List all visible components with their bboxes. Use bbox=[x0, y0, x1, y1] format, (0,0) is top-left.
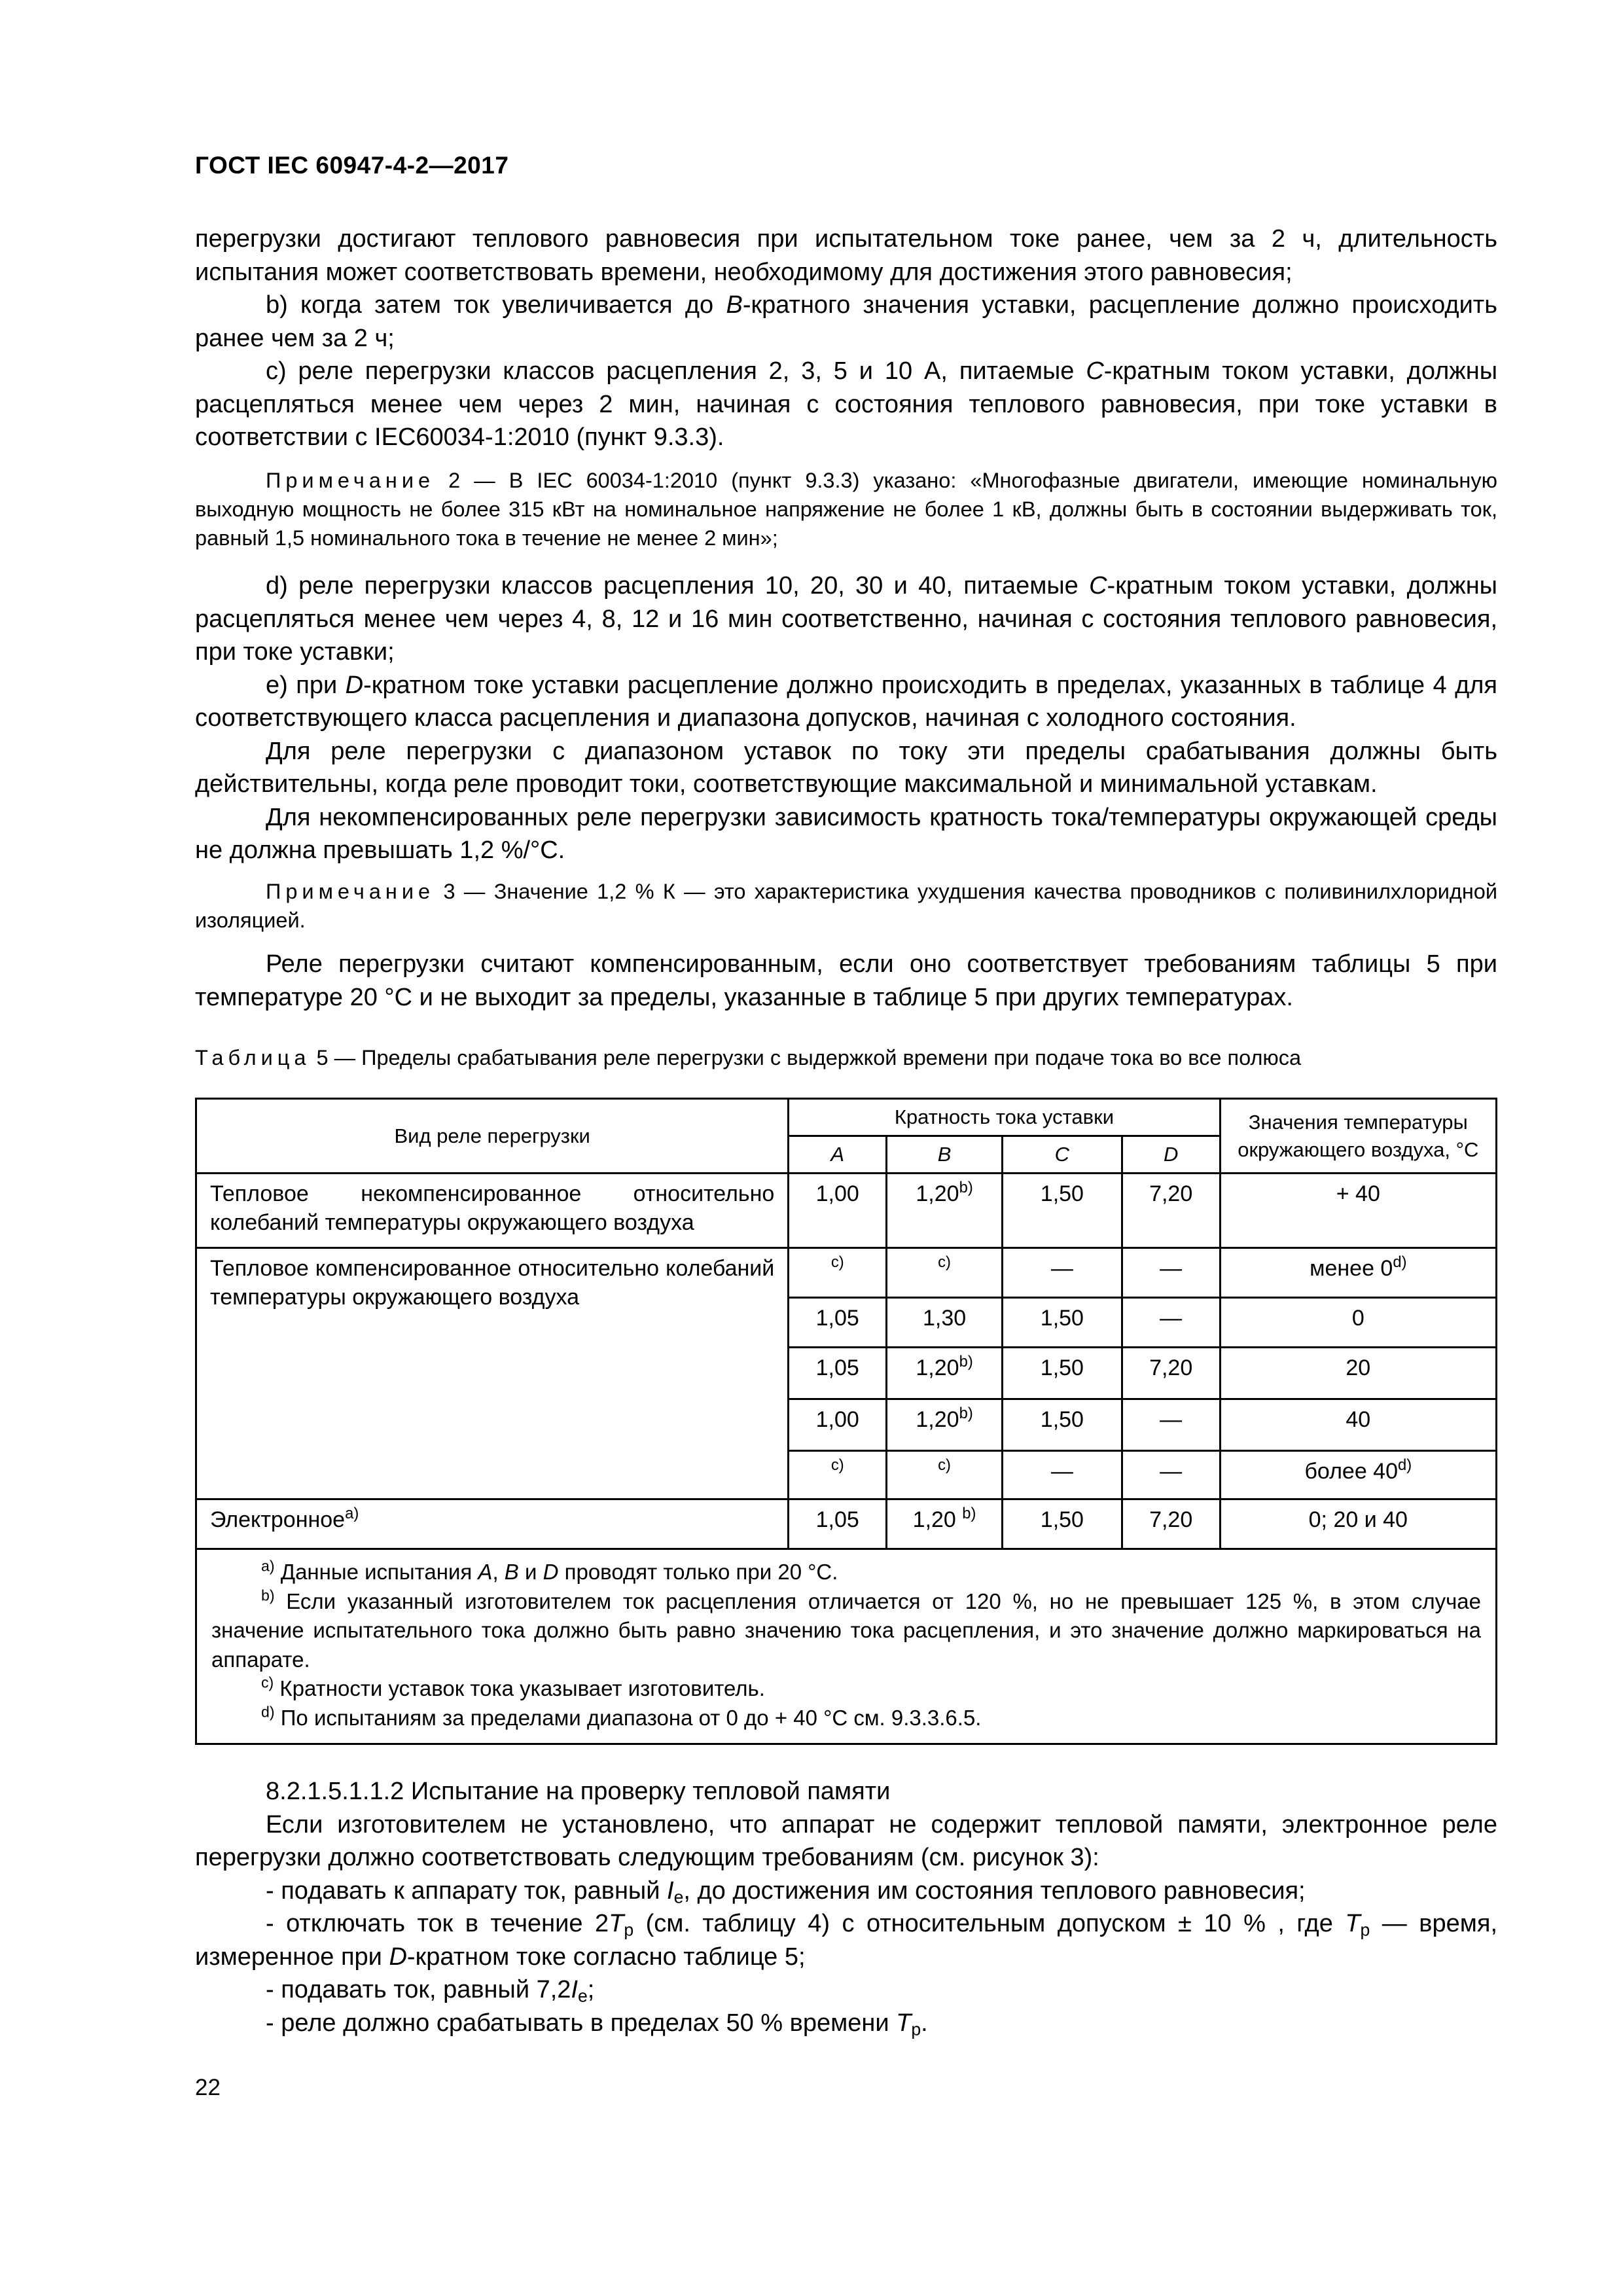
list-item: - подавать к аппарату ток, равный $I_e$, до достижения им состояния теплового равновесия; bbox=[266, 1876, 1306, 1907]
cell-d: — bbox=[1122, 1451, 1220, 1499]
page-number: 22 bbox=[195, 2075, 221, 2100]
cell-d: 7,20 bbox=[1122, 1499, 1220, 1549]
header-b: B bbox=[887, 1136, 1003, 1174]
table-caption bbox=[195, 1043, 1497, 1072]
note-text: 2 — В IEC 60034-1:2010 (пункт 9.3.3) указано: «Многофазные двигатели, имеющие номинальную выходную мощность не более 315 кВт на номинальное напряжение не более 1 кВ, должны быть в состоянии выдерживать ток, равный 1,5 номинального тока в течение не менее 2 мин»; bbox=[195, 469, 1497, 550]
table-footnotes bbox=[196, 1549, 1497, 1744]
section-thermal-memory bbox=[195, 1775, 1497, 2039]
cell-temp: 20 bbox=[1220, 1348, 1496, 1399]
cell-temp: + 40 bbox=[1220, 1174, 1496, 1248]
header-temperature: Значения температуры окружающего воздуха, °C bbox=[1220, 1099, 1496, 1174]
section-heading: 8.2.1.5.1.1.2 Испытание на проверку тепловой памяти bbox=[266, 1778, 891, 1805]
cell-d: 7,20 bbox=[1122, 1174, 1220, 1248]
note-label: Примечание bbox=[266, 880, 435, 903]
cell-b: 1,20$^{b)}$ bbox=[887, 1399, 1003, 1451]
cell-a: 1,05 bbox=[789, 1499, 887, 1549]
cell-c: 1,50 bbox=[1003, 1499, 1122, 1549]
cell-b: c) bbox=[887, 1248, 1003, 1298]
note-2 bbox=[195, 466, 1497, 552]
document-header: ГОСТ IEC 60947-4-2—2017 bbox=[195, 152, 509, 179]
cell-c: — bbox=[1003, 1248, 1122, 1298]
cell-a: 1,05 bbox=[789, 1298, 887, 1348]
cell-a: 1,00 bbox=[789, 1174, 887, 1248]
note-label: Примечание bbox=[266, 469, 435, 492]
row-label: Тепловое некомпенсированное относительно колебаний температуры окружающего воздуха bbox=[196, 1174, 789, 1248]
cell-a: c) bbox=[789, 1248, 887, 1298]
header-d: D bbox=[1122, 1136, 1220, 1174]
footnote-c: $^{c)}$ Кратности уставок тока указывает изготовитель. bbox=[261, 1674, 765, 1700]
row-label: Электронное$^{a)}$ bbox=[196, 1499, 789, 1549]
table-row bbox=[196, 1174, 1497, 1248]
table-footnotes-row bbox=[196, 1549, 1497, 1744]
footnote-b: $^{b)}$ Если указанный изготовителем ток расцепления отличается от 120 %, но не превышает 125 %, в этом случае значение испытательного тока должно быть равно значению тока расцепления, и это значение должно маркироваться на аппарате. bbox=[211, 1586, 1481, 1672]
header-multiplicity: Кратность тока уставки bbox=[789, 1099, 1220, 1136]
paragraph-intro: перегрузки достигают теплового равновесия при испытательном токе ранее, чем за 2 ч, длительность испытания может соответствовать времени, необходимому для достижения этого равновесия; bbox=[195, 225, 1497, 286]
table-row bbox=[196, 1248, 1497, 1298]
paragraph-e: e) при D-кратном токе уставки расцепление должно происходить в пределах, указанных в таблице 4 для соответствующего класса расцепления и диапазона допусков, начиная с холодного состояния. bbox=[195, 671, 1498, 732]
list-item: - отключать ток в течение $2T_p$ (см. таблицу 4) с относительным допуском ± 10 % , где $T_p$ — время, измеренное при D-кратном токе согласно таблице 5; bbox=[195, 1910, 1497, 1971]
table-title: 5 — Пределы срабатывания реле перегрузки с выдержкой времени при подаче тока во все полюса bbox=[310, 1046, 1302, 1069]
cell-a: 1,05 bbox=[789, 1348, 887, 1399]
cell-b: 1,20$^{b)}$ bbox=[887, 1348, 1003, 1399]
paragraph-f: Для реле перегрузки с диапазоном уставок по току эти пределы срабатывания должны быть действительны, когда реле проводит токи, соответствующие максимальной и минимальной уставкам. bbox=[195, 737, 1497, 798]
paragraph-compensated: Реле перегрузки считают компенсированным, если оно соответствует требованиям таблицы 5 при температуре 20 °C и не выходит за пределы, указанные в таблице 5 при других температурах. bbox=[195, 950, 1497, 1011]
section-intro: Если изготовителем не установлено, что аппарат не содержит тепловой памяти, электронное реле перегрузки должно соответствовать следующим требованиям (см. рисунок 3): bbox=[195, 1810, 1497, 1871]
cell-b: 1,30 bbox=[887, 1298, 1003, 1348]
footnote-d: $^{d)}$ По испытаниям за пределами диапазона от 0 до + 40 °C см. 9.3.3.6.5. bbox=[261, 1702, 982, 1730]
list-item: - подавать ток, равный $7,2I_e$; bbox=[266, 1976, 595, 2006]
note-text: 3 — Значение 1,2 % К — это характеристика ухудшения качества проводников с поливинилхлоридной изоляцией. bbox=[195, 880, 1497, 932]
note-3 bbox=[195, 877, 1497, 935]
header-c: C bbox=[1003, 1136, 1122, 1174]
cell-b: 1,20$^{b)}$ bbox=[887, 1174, 1003, 1248]
paragraph-d: d) реле перегрузки классов расцепления 10, 20, 30 и 40, питаемые C-кратным током уставки, должны расцепляться менее чем через 4, 8, 12 и 16 мин соответственно, начиная с состояния теплового равновесия, при токе уставки; bbox=[195, 572, 1497, 666]
cell-a: c) bbox=[789, 1451, 887, 1499]
text-block-1 bbox=[195, 223, 1497, 454]
list-item: - реле должно срабатывать в пределах 50 % времени $T_p$. bbox=[266, 2009, 928, 2039]
text-block-3 bbox=[195, 948, 1497, 1014]
cell-d: — bbox=[1122, 1248, 1220, 1298]
cell-temp: более 40$^{d)}$ bbox=[1220, 1451, 1496, 1499]
paragraph-c: c) реле перегрузки классов расцепления 2, 3, 5 и 10 A, питаемые C-кратным током уставки, должны расцепляться менее чем через 2 мин, начиная с состояния теплового равновесия, при токе уставки в соответствии с IEC60034-1:2010 (пункт 9.3.3). bbox=[195, 357, 1498, 451]
cell-c: 1,50 bbox=[1003, 1399, 1122, 1451]
cell-c: 1,50 bbox=[1003, 1174, 1122, 1248]
cell-b: 1,20 $^{b)}$ bbox=[887, 1499, 1003, 1549]
text-block-2 bbox=[195, 569, 1497, 867]
cell-c: 1,50 bbox=[1003, 1298, 1122, 1348]
table-label: Таблица bbox=[195, 1046, 311, 1069]
table-row bbox=[196, 1499, 1497, 1549]
footnote-a: $^{a)}$ Данные испытания A, B и D проводят только при 20 °C. bbox=[261, 1557, 838, 1584]
paragraph-b: b) когда затем ток увеличивается до B-кратного значения уставки, расцепление должно происходить ранее чем за 2 ч; bbox=[195, 291, 1497, 352]
cell-b: c) bbox=[887, 1451, 1003, 1499]
table-header-row bbox=[196, 1099, 1497, 1136]
table-5 bbox=[195, 1098, 1497, 1745]
cell-c: 1,50 bbox=[1003, 1348, 1122, 1399]
cell-temp: 40 bbox=[1220, 1399, 1496, 1451]
header-a: A bbox=[789, 1136, 887, 1174]
cell-d: — bbox=[1122, 1298, 1220, 1348]
cell-d: — bbox=[1122, 1399, 1220, 1451]
row-label: Тепловое компенсированное относительно колебаний температуры окружающего воздуха bbox=[196, 1248, 789, 1499]
cell-d: 7,20 bbox=[1122, 1348, 1220, 1399]
header-type: Вид реле перегрузки bbox=[196, 1099, 789, 1174]
cell-temp: 0; 20 и 40 bbox=[1220, 1499, 1496, 1549]
cell-a: 1,00 bbox=[789, 1399, 887, 1451]
cell-temp: 0 bbox=[1220, 1298, 1496, 1348]
paragraph-g: Для некомпенсированных реле перегрузки зависимость кратность тока/температуры окружающей среды не должна превышать 1,2 %/°C. bbox=[195, 803, 1497, 864]
cell-c: — bbox=[1003, 1451, 1122, 1499]
cell-temp: менее 0$^{d)}$ bbox=[1220, 1248, 1496, 1298]
